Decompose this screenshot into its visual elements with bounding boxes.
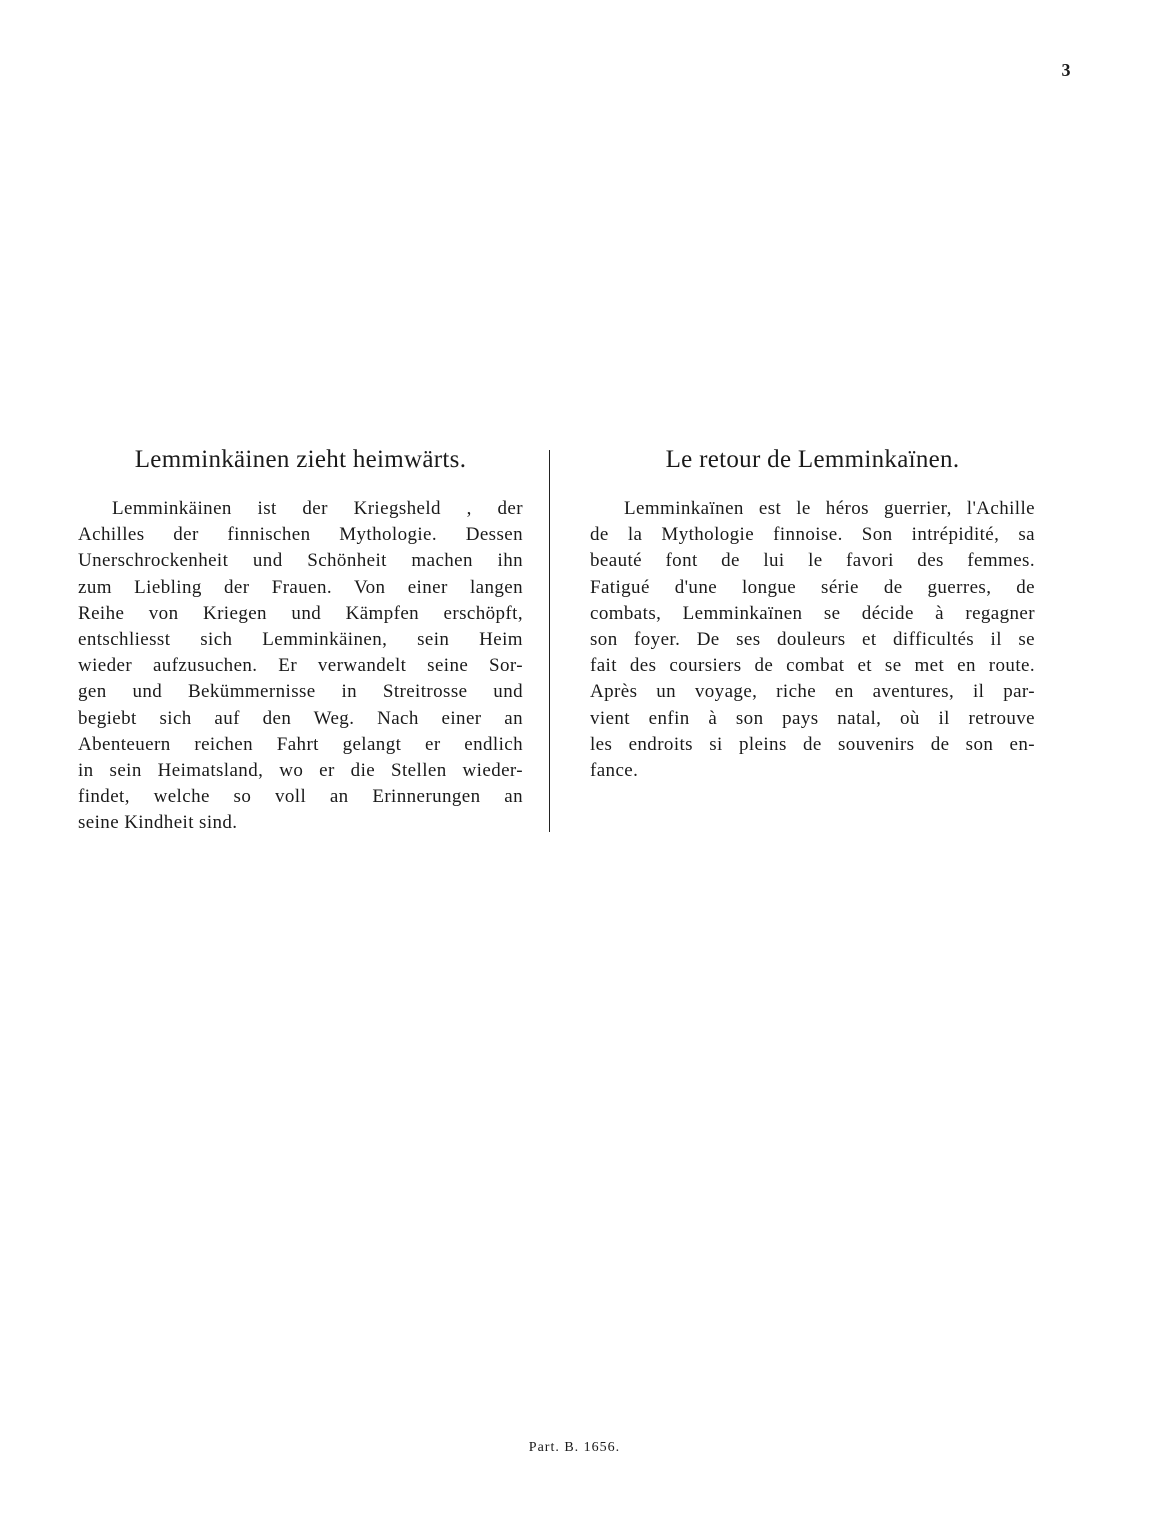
german-title: Lemminkäinen zieht heimwärts. [134,446,467,473]
text-line: son foyer. De ses douleurs et difficultés il se [590,629,1035,651]
text-line: Lemminkaïnen est le héros guerrier, l'Achille [624,498,1035,519]
german-column [78,446,549,837]
text-line: Après un voyage, riche en aventures, il par- [590,681,1035,703]
french-title: Le retour de Lemminkaïnen. [665,446,960,473]
text-line: Abenteuern reichen Fahrt gelangt er endlich [78,733,523,755]
text-line: begiebt sich auf den Weg. Nach einer an [78,707,523,729]
text-line: beauté font de lui le favori des femmes. [590,550,1035,572]
text-line: Fatigué d'une longue série de guerres, de [590,576,1035,598]
text-line: Achilles der finnischen Mythologie. Dessen [78,524,523,546]
text-line: entschliesst sich Lemminkäinen, sein Heim [78,629,523,651]
text-line: in sein Heimatsland, wo er die Stellen wieder- [78,760,523,782]
two-column-text [78,446,1078,837]
text-line: zum Liebling der Frauen. Von einer langen [78,576,523,598]
french-body [590,496,1035,784]
french-column [550,446,1035,837]
text-line: Reihe von Kriegen und Kämpfen erschöpft, [78,602,523,624]
text-line: Lemminkäinen ist der Kriegsheld , der [112,498,523,519]
text-line: gen und Bekümmernisse in Streitrosse und [78,681,523,703]
text-line: Unerschrockenheit und Schönheit machen ihn [78,550,523,572]
text-line: les endroits si pleins de souvenirs de son en- [590,733,1035,755]
text-line: findet, welche so voll an Erinnerungen an [78,786,523,808]
text-line: fance. [590,760,639,782]
text-line: de la Mythologie finnoise. Son intrépidité, sa [590,524,1035,546]
text-line: seine Kindheit sind. [78,812,238,834]
text-line: fait des coursiers de combat et se met en route. [590,655,1035,677]
page-number: 3 [1061,60,1071,80]
text-line: vient enfin à son pays natal, où il retrouve [590,707,1035,729]
german-body [78,496,523,837]
text-line: wieder aufzusuchen. Er verwandelt seine Sor- [78,655,523,677]
plate-number: Part. B. 1656. [528,1440,621,1455]
text-line: combats, Lemminkaïnen se décide à regagner [590,602,1035,624]
